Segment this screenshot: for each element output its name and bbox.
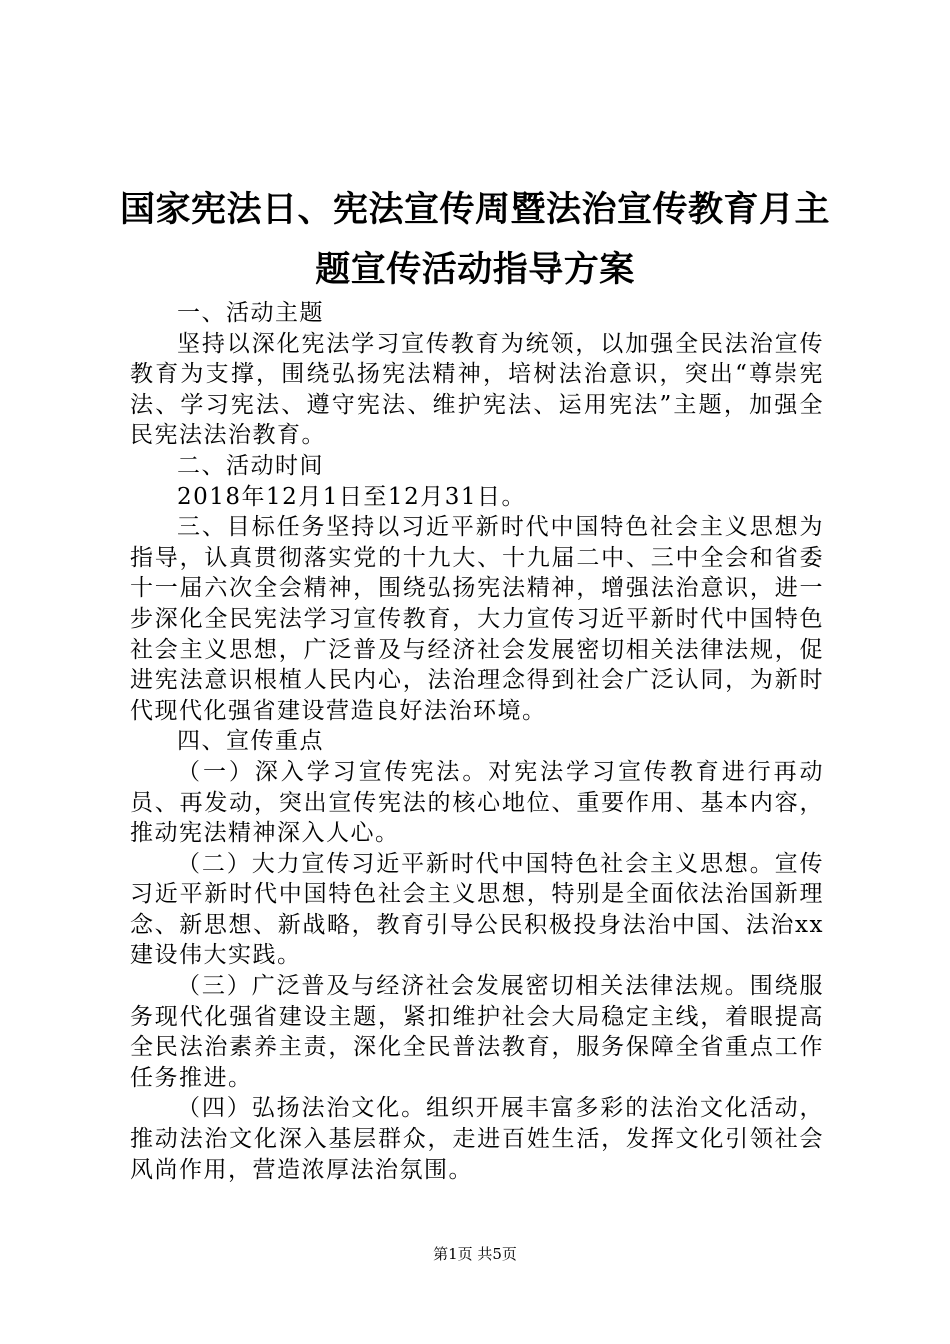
section-heading-theme: 一、活动主题	[177, 300, 324, 326]
paragraph-time: 2018年12月1日至12月31日。	[177, 483, 526, 510]
paragraph-goals: 三、目标任务坚持以习近平新时代中国特色社会主义思想为指导，认真贯彻落实党的十九大、十九届二中、三中全会和省委十一届六次全会精神，围绕弘扬宪法精神，增强法治意识，进一步深化全民宪法学习宣传教育，大力宣传习近平新时代中国特色社会主义思想，广泛普及与经济社会发展密切相关法律法规，促进宪法意识根植人民内心，法治理念得到社会广泛认同，为新时代现代化强省建设营造良好法治环境。	[130, 514, 824, 724]
paragraph-theme: 坚持以深化宪法学习宣传教育为统领，以加强全民法治宣传教育为支撑，围绕弘扬宪法精神，培树法治意识，突出“尊崇宪法、学习宪法、遵守宪法、维护宪法、运用宪法”主题，加强全民宪法法治教育。	[130, 330, 824, 449]
document-title-line-2: 题宣传活动指导方案	[315, 250, 635, 290]
section-heading-time: 二、活动时间	[177, 452, 324, 479]
page-number-footer: 第1页 共5页	[433, 1245, 517, 1263]
document-title-line-1: 国家宪法日、宪法宣传周暨法治宣传教育月主	[119, 190, 830, 230]
paragraph-focus-4: （四）弘扬法治文化。组织开展丰富多彩的法治文化活动，推动法治文化深入基层群众，走进百姓生活，发挥文化引领社会风尚作用，营造浓厚法治氛围。	[130, 1095, 824, 1183]
paragraph-focus-3: （三）广泛普及与经济社会发展密切相关法律法规。围绕服务现代化强省建设主题，紧扣维护社会大局稳定主线，着眼提高全民法治素养主责，深化全民普法教育，服务保障全省重点工作任务推进。	[130, 973, 824, 1091]
paragraph-focus-1: （一）深入学习宣传宪法。对宪法学习宣传教育进行再动员、再发动，突出宣传宪法的核心地位、重要作用、基本内容，推动宪法精神深入人心。	[130, 758, 824, 847]
document-body	[130, 298, 824, 1185]
paragraph-focus-2: （二）大力宣传习近平新时代中国特色社会主义思想。宣传习近平新时代中国特色社会主义思想，特别是全面依法治国新理念、新思想、新战略，教育引导公民积极投身法治中国、法治xx建设伟大实践。	[130, 850, 824, 969]
section-heading-focus: 四、宣传重点	[177, 728, 324, 755]
